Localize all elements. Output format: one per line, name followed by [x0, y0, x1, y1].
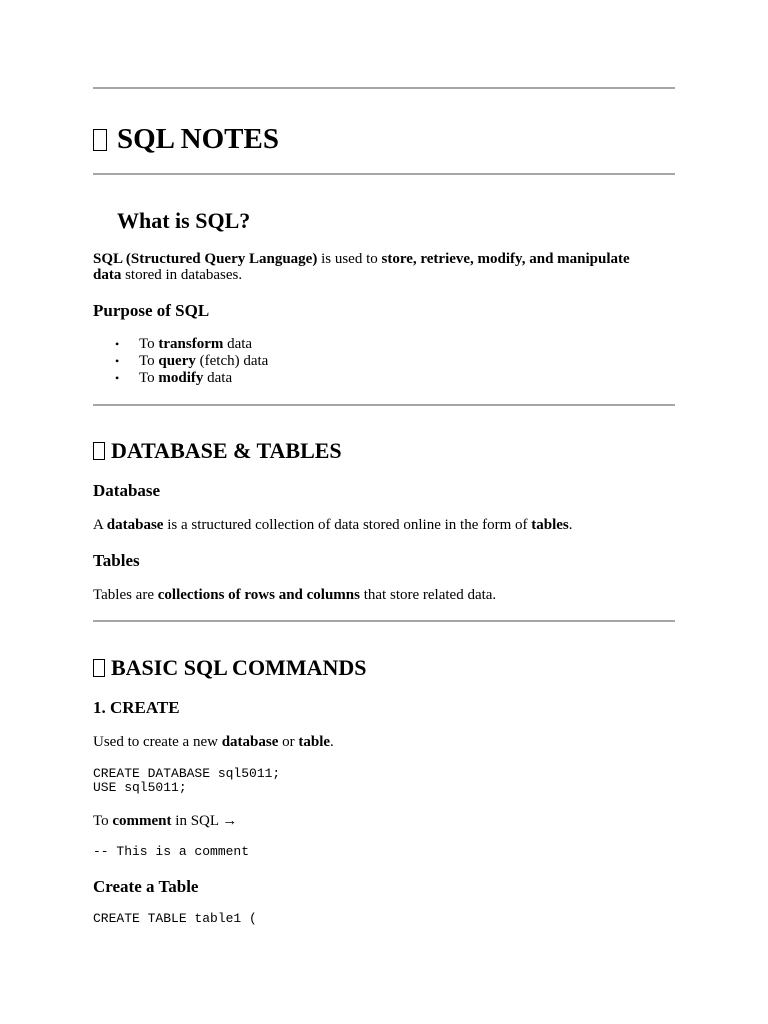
database-definition: A database is a structured collection of data stored online in the form of tables. [93, 517, 573, 533]
subheading-create: 1. CREATE [93, 698, 180, 717]
bullet-icon: • [115, 354, 120, 368]
section-heading-basic-commands: BASIC SQL COMMANDS [93, 655, 366, 681]
bullet-icon: • [115, 337, 120, 351]
section-heading-what-is-sql: What is SQL? [117, 208, 251, 233]
comment-description: To comment in SQL → [93, 813, 238, 829]
code-block-create-database: CREATE DATABASE sql5011; USE sql5011; [93, 766, 281, 795]
page-title: SQL NOTES [93, 123, 279, 156]
subheading-purpose: Purpose of SQL [93, 301, 210, 320]
list-item: • To transform data [115, 336, 253, 352]
subheading-tables: Tables [93, 551, 140, 570]
divider [93, 87, 675, 89]
list-item: • To modify data [115, 370, 233, 386]
sql-definition-line-1: SQL (Structured Query Language) is used to store, retrieve, modify, and manipulate [93, 251, 630, 267]
subheading-database: Database [93, 481, 161, 500]
divider [93, 404, 675, 406]
missing-glyph-icon [93, 659, 105, 677]
code-block-create-table: CREATE TABLE table1 ( [93, 911, 257, 926]
divider [93, 173, 675, 175]
missing-glyph-icon [93, 129, 107, 151]
sql-definition-line-2: data stored in databases. [93, 267, 243, 283]
tables-definition: Tables are collections of rows and columns that store related data. [93, 587, 497, 603]
list-item: • To query (fetch) data [115, 353, 269, 369]
subheading-create-table: Create a Table [93, 877, 199, 896]
missing-glyph-icon [93, 442, 105, 460]
purpose-list [93, 336, 268, 387]
code-block-comment: -- This is a comment [93, 844, 250, 859]
section-heading-database-tables: DATABASE & TABLES [93, 438, 342, 464]
bullet-icon: • [115, 371, 120, 385]
divider [93, 620, 675, 622]
create-description: Used to create a new database or table. [93, 734, 334, 750]
